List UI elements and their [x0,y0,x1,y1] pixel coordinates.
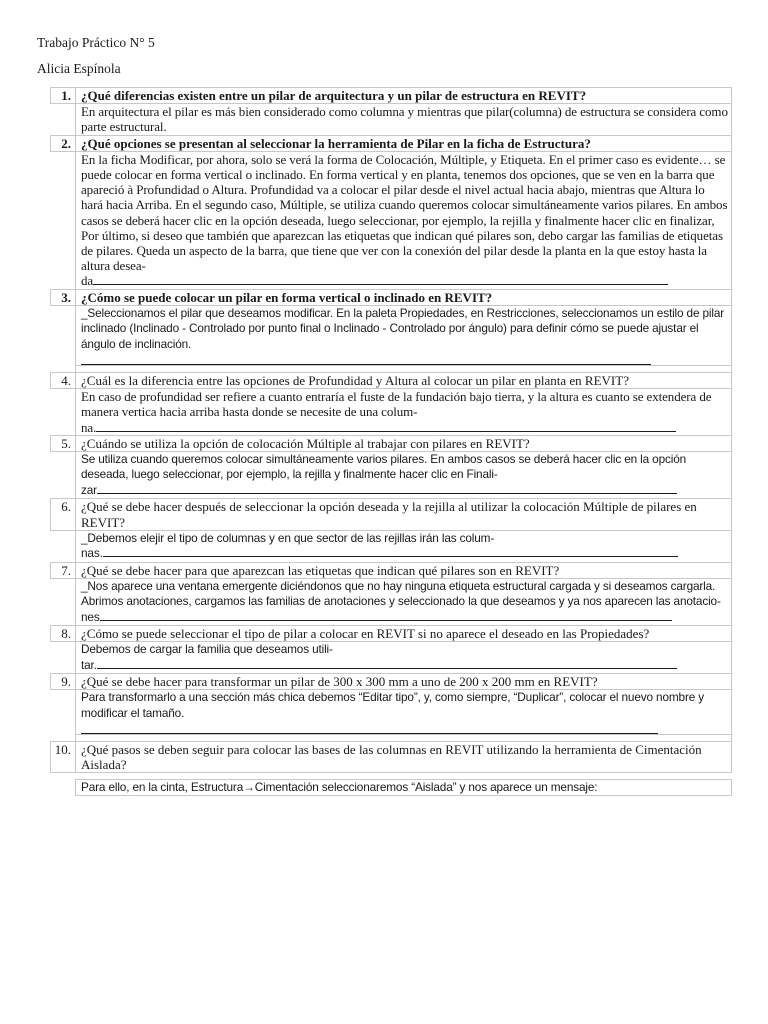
fill-line [103,555,678,557]
question-number: 3. [51,289,76,305]
fill-line [100,619,672,621]
question-text: ¿Cómo se puede colocar un pilar en forma vertical o inclinado en REVIT? [76,289,732,305]
answer-row [51,690,732,735]
answer-text: _Debemos elejir el tipo de columnas y en que sector de las rejillas irán las colum- [81,530,495,545]
question-row [51,741,732,772]
answer-row [51,389,732,436]
fill-line [97,492,677,494]
question-text: ¿Cómo se puede seleccionar el tipo de pilar a colocar en REVIT si no aparece el deseado en las Propiedades? [76,625,732,641]
question-text: ¿Cuál es la diferencia entre las opciones de Profundidad y Altura al colocar un pilar en planta en REVIT? [76,373,732,389]
answer-row [51,779,732,795]
answer-tail: zar [81,482,97,497]
question-number: 10. [51,741,76,772]
question-row [51,562,732,578]
answer-text: En arquitectura el pilar es más bien considerado como columna y mientras que pilar(columna) de estructura se considera como parte estructural. [76,104,732,135]
question-row [51,88,732,104]
question-row [51,435,732,451]
fill-line [93,283,668,285]
question-text: ¿Qué se debe hacer para que aparezcan las etiquetas que indican qué pilares son en REVIT? [76,562,732,578]
answer-row [51,642,732,674]
question-row [51,625,732,641]
answer-row [51,578,732,625]
answer-cell [76,642,732,674]
answer-tail: nes [81,609,100,624]
question-row [51,135,732,151]
answer-row [51,530,732,562]
question-row [51,499,732,530]
answer-text: Para transformarlo a una sección más chica debemos “Editar tipo”, y, como siempre, “Duplicar”, colocar el nuevo nombre y modificar el tamaño. [81,690,705,720]
answer-text: En la ficha Modificar, por ahora, solo se verá la forma de Colocación, Múltiple, y Etiqueta. En el primer caso es evidente… se puede colocar en forma vertical o inclinado. En forma vertical y en planta, tenemos dos opciones, que se ven en la barra que apareció à Profundidad o Altura. Profundidad va a colocar el pilar desde el nivel actual hacia abajo, mientras que Altura lo hará hacia Arriba. En el segundo caso, Múltiple, se utiliza cuando queremos colocar simultáneamente varios pilares. En ambos casos se deberá hacer clic en la opción deseada, luego seleccionar, por ejemplo, la rejilla y finalmente hacer clic en finalizar, Por último, si deseo que también que aparezcan las etiquetas que indican qué pilares son, debo cargar las familias de etiquetas de pilares. Queda un aspecto de la barra, que tiene que ver con la conexión del pilar desde la planta en la que estoy hasta la altura desea- [81,151,728,274]
question-text: ¿Qué se debe hacer después de seleccionar la opción deseada y la rejilla al utilizar la colocación Múltiple de pilares en REVIT? [76,499,732,530]
author-name: Alicia Espínola [37,61,121,76]
answer-tail: nas. [81,546,103,561]
question-text: ¿Qué pasos se deben seguir para colocar las bases de las columnas en REVIT utilizando la herramienta de Cimentación Aislada? [76,741,732,772]
answer-text: _Seleccionamos el pilar que deseamos modificar. En la paleta Propiedades, en Restricciones, seleccionamos un estilo de pilar inclinado (Inclinado - Controlado por punto final o Inclinado - Controlado por ángulo) para definir cómo se puede ajustar el ángulo de inclinación. [81,305,725,351]
question-number: 2. [51,135,76,151]
answer-cell [76,305,732,365]
questions-table [50,87,732,796]
answer-tail: tar. [81,657,97,672]
question-row [51,373,732,389]
answer-row [51,151,732,289]
fill-line [81,721,658,734]
answer-text: Debemos de cargar la familia que deseamos utili- [81,642,333,657]
question-row [51,289,732,305]
answer-row [51,104,732,135]
answer-cell [76,452,732,499]
question-number: 1. [51,88,76,104]
question-number: 9. [51,673,76,689]
answer-row [51,305,732,365]
answer-cell [76,690,732,735]
question-text: ¿Cuándo se utiliza la opción de colocación Múltiple al trabajar con pilares en REVIT? [76,435,732,451]
fill-line [96,430,676,432]
document-title: Trabajo Práctico N° 5 [37,35,155,50]
answer-cell [76,578,732,625]
fill-line [97,667,677,669]
question-text: ¿Qué opciones se presentan al seleccionar la herramienta de Pilar en la ficha de Estructura? [76,135,732,151]
fill-line [81,352,651,365]
answer-text: _Nos aparece una ventana emergente diciéndonos que no hay ninguna etiqueta estructural cargada y si deseamos cargarla. Abrimos anotaciones, cargamos las familias de anotaciones y seleccionado la que deseamos y ya nos aparecen las anotacio- [81,578,721,609]
answer-cell [76,151,732,289]
answer-cell [76,389,732,436]
answer-text: Se utiliza cuando queremos colocar simultáneamente varios pilares. En ambos casos se deberá hacer clic en la opción deseada, luego seleccionar, por ejemplo, la rejilla y finalmente hacer clic en Finali- [81,452,687,482]
question-text: ¿Qué diferencias existen entre un pilar de arquitectura y un pilar de estructura en REVIT? [76,88,732,104]
question-number: 5. [51,435,76,451]
answer-tail: na. [81,419,97,435]
answer-row [51,452,732,499]
question-row [51,673,732,689]
answer-tail: da [81,273,94,289]
answer-cell [76,530,732,562]
question-number: 8. [51,625,76,641]
question-number: 6. [51,499,76,530]
question-number: 4. [51,373,76,389]
question-number: 7. [51,562,76,578]
question-text: ¿Qué se debe hacer para transformar un pilar de 300 x 300 mm a uno de 200 x 200 mm en REVIT? [76,673,732,689]
answer-text: Para ello, en la cinta, Estructura→Cimentación seleccionaremos “Aislada” y nos aparece un mensaje: [76,779,732,795]
answer-text: En caso de profundidad ser refiere a cuanto entraría el fuste de la fundación bajo tierra, y la altura es cuanto se extendera de manera vertica hacia arriba hasta donde se necesite de una colum- [81,389,712,420]
